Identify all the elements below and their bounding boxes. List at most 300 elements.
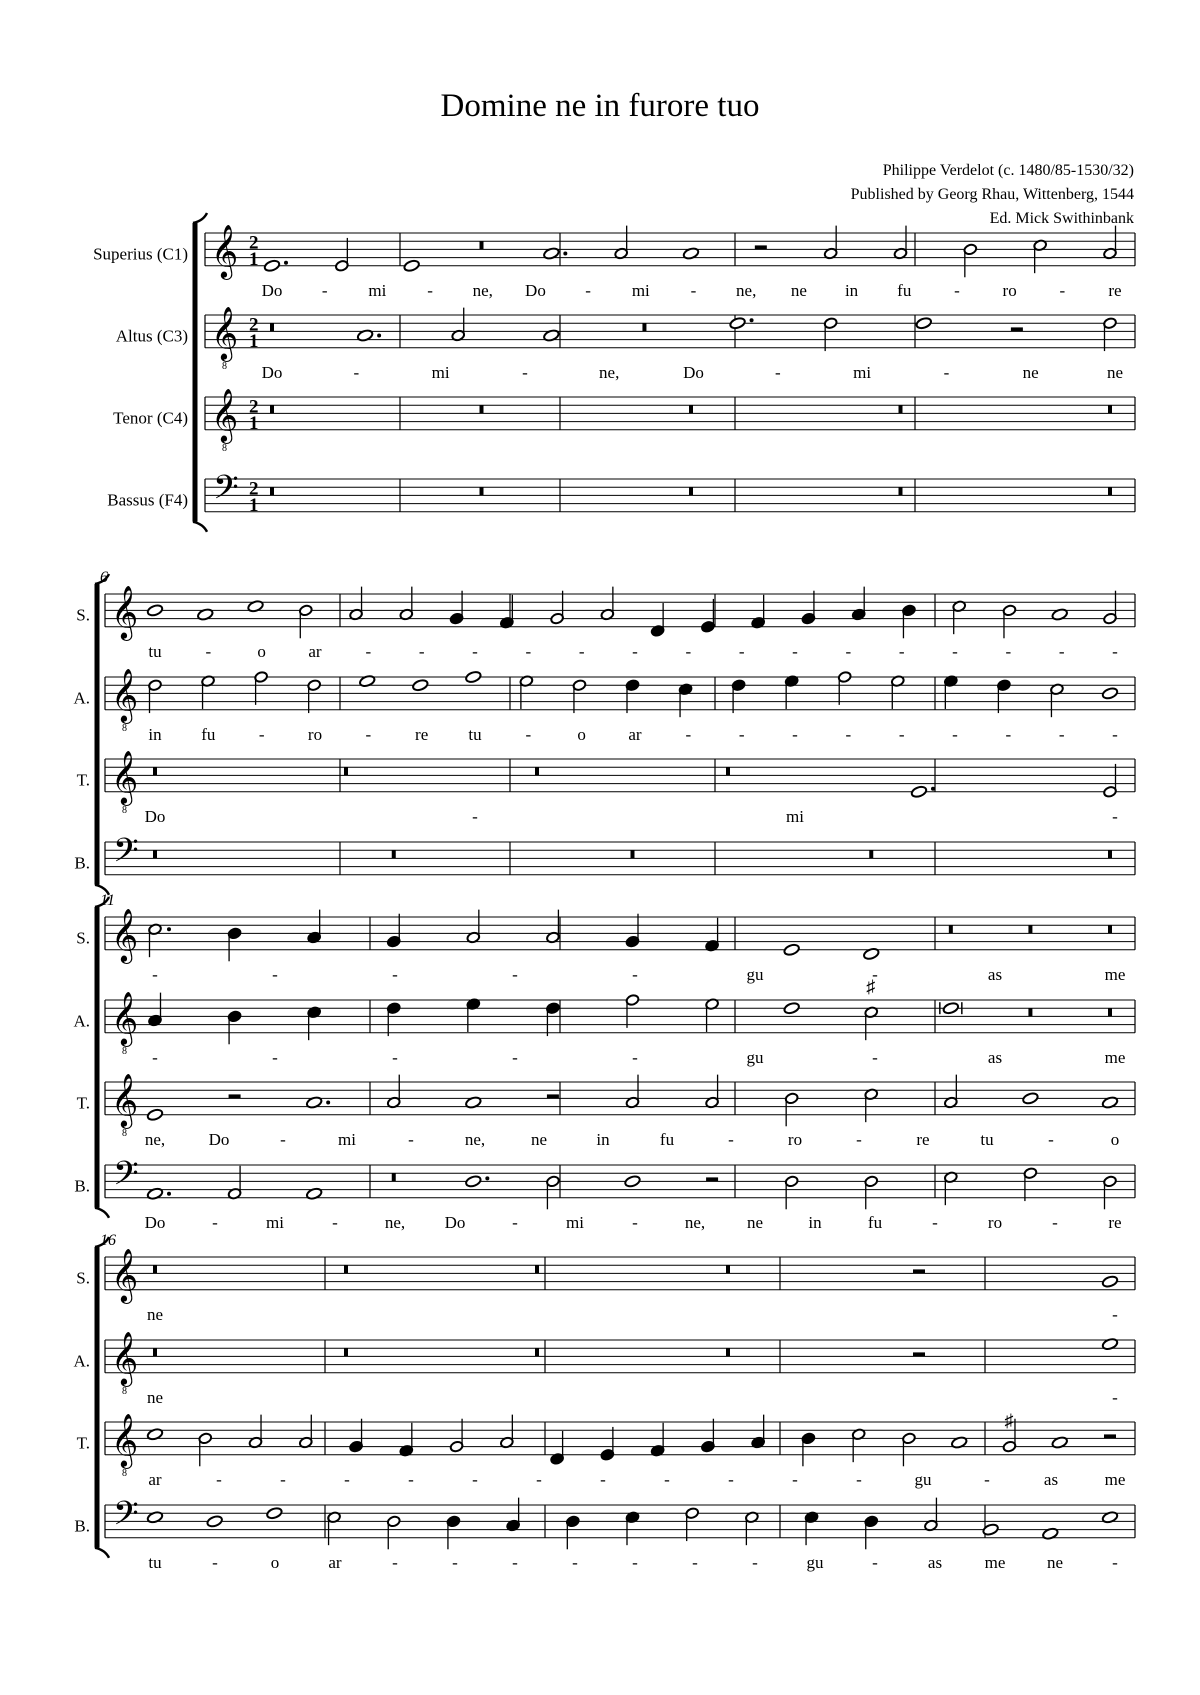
lyric-syllable: - — [578, 641, 585, 661]
breve-rest — [153, 767, 157, 775]
half-rest — [229, 1094, 241, 1098]
note-head — [1022, 1092, 1039, 1105]
lyric-syllable: fu — [659, 1129, 675, 1149]
treble-clef-icon: 𝄞 — [111, 1332, 139, 1384]
lyric-syllable: ro — [987, 1212, 1003, 1232]
octave-marker: 8 — [122, 805, 127, 817]
time-signature-bottom: 1 — [249, 248, 259, 270]
note-head — [951, 1436, 968, 1449]
lyric-syllable: - — [1112, 641, 1118, 661]
lyric-syllable: fu — [201, 724, 216, 744]
breve-rest — [1108, 487, 1112, 495]
voice-label: T. — [76, 1433, 90, 1453]
note-head — [146, 1428, 163, 1441]
lyric-syllable: mi — [368, 280, 387, 300]
note-head — [915, 317, 932, 330]
lyric-syllable: fu — [897, 280, 912, 300]
lyric-syllable: gu — [914, 1469, 932, 1489]
lyric-syllable: - — [408, 1469, 414, 1489]
treble-clef-icon: 𝄞 — [111, 669, 139, 721]
lyric-syllable: - — [690, 280, 697, 300]
voice-label: Tenor (C4) — [113, 408, 188, 428]
note-head — [197, 608, 214, 621]
lyric-syllable: Do — [208, 1129, 230, 1149]
breve-rest — [270, 405, 274, 413]
note-head — [863, 947, 880, 960]
lyric-syllable: - — [952, 641, 958, 661]
lyric-syllable: - — [898, 641, 905, 661]
lyric-syllable: - — [212, 1552, 218, 1572]
lyric-syllable: o — [257, 641, 266, 661]
treble-clef-icon: 𝄞 — [111, 751, 139, 803]
lyric-syllable: mi — [786, 806, 804, 826]
lyric-syllable: Do — [261, 362, 283, 382]
lyric-syllable: ne, — [472, 280, 493, 300]
breve-rest — [899, 487, 903, 495]
treble-clef-icon: 𝄞 — [111, 1414, 139, 1466]
voice-label: A. — [73, 688, 90, 708]
voice-label: B. — [74, 1516, 90, 1536]
octave-marker: 8 — [122, 1046, 127, 1058]
note-head — [465, 1096, 482, 1109]
breve-rest — [153, 1348, 157, 1356]
lyric-syllable: - — [472, 641, 478, 661]
treble-clef-icon: 𝄞 — [111, 586, 139, 638]
lyric-syllable: ar — [628, 724, 642, 744]
voice-label: T. — [76, 770, 90, 790]
lyric-syllable: - — [512, 964, 518, 984]
treble-clef-icon: 𝄞 — [111, 992, 139, 1044]
lyric-syllable: ro — [1002, 280, 1017, 300]
time-signature-bottom: 1 — [249, 412, 259, 434]
lyric-syllable: - — [332, 1212, 338, 1232]
lyric-syllable: - — [1005, 641, 1012, 661]
augmentation-dot — [284, 261, 288, 265]
lyric-syllable: ar — [148, 1469, 162, 1489]
note-head — [306, 1096, 323, 1109]
lyric-syllable: ne — [1106, 362, 1124, 382]
bracket-hook — [95, 1548, 109, 1558]
lyric-syllable: fu — [867, 1212, 883, 1232]
half-rest — [1011, 327, 1023, 331]
augmentation-dot — [326, 1101, 330, 1105]
breve-rest — [480, 241, 484, 249]
breve-rest — [726, 767, 730, 775]
lyric-syllable: - — [585, 280, 591, 300]
lyric-syllable: mi — [566, 1212, 584, 1232]
time-signature-top: 2 — [249, 232, 259, 254]
note-head — [1101, 687, 1118, 700]
note-head — [357, 329, 374, 342]
breve-rest — [869, 850, 873, 858]
lyric-syllable: - — [845, 641, 852, 661]
lyric-syllable: - — [774, 362, 781, 382]
breve-rest — [535, 1265, 539, 1273]
lyric-syllable: Do — [261, 280, 283, 300]
lyric-syllable: ar — [308, 641, 322, 661]
lyric-syllable: - — [600, 1469, 606, 1489]
lyric-syllable: me — [1104, 964, 1126, 984]
augmentation-dot — [377, 334, 381, 338]
lyric-syllable: ne, — [144, 1129, 166, 1149]
bar-number: 16 — [100, 1232, 116, 1249]
lyric-syllable: gu — [746, 964, 764, 984]
lyric-syllable: - — [572, 1552, 578, 1572]
lyric-syllable: - — [632, 1552, 638, 1572]
note-head — [359, 674, 376, 687]
lyric-syllable: - — [1112, 1552, 1118, 1572]
lyric-syllable: o — [577, 724, 586, 744]
lyric-syllable: - — [272, 964, 278, 984]
bar-number: 6 — [100, 569, 108, 586]
breve-rest — [949, 925, 953, 933]
lyric-syllable: - — [1112, 1387, 1118, 1407]
voice-label: S. — [76, 1268, 90, 1288]
breve-rest — [689, 487, 693, 495]
lyric-syllable: - — [954, 280, 960, 300]
note-head — [403, 259, 420, 272]
voice-label: B. — [74, 853, 90, 873]
lyric-syllable: - — [1112, 724, 1118, 744]
lyric-syllable: mi — [853, 362, 872, 382]
note-head — [146, 604, 163, 617]
note-head — [543, 247, 560, 260]
lyric-syllable: - — [205, 641, 212, 661]
bracket-hook — [95, 1208, 109, 1218]
breve-rest — [642, 323, 646, 331]
lyric-syllable: gu — [806, 1552, 824, 1572]
time-signature-top: 2 — [249, 396, 259, 418]
augmentation-dot — [750, 318, 754, 322]
lyric-syllable: - — [952, 724, 958, 744]
lyric-syllable: Do — [683, 362, 704, 382]
lyric-syllable: - — [792, 1469, 798, 1489]
note-head — [1051, 1436, 1068, 1449]
breve-rest — [726, 1348, 730, 1356]
lyric-syllable: - — [632, 641, 638, 661]
augmentation-dot — [563, 252, 567, 256]
lyric-syllable: - — [1058, 724, 1065, 744]
note-head — [1101, 1096, 1118, 1109]
lyric-syllable: - — [898, 724, 905, 744]
breve-rest — [1108, 1008, 1112, 1016]
time-signature-bottom: 1 — [249, 494, 259, 516]
lyric-syllable: ne — [746, 1212, 764, 1232]
breve-rest — [535, 767, 539, 775]
lyric-syllable: - — [752, 1552, 758, 1572]
lyric-syllable: in — [148, 724, 162, 744]
lyric-syllable: ar — [328, 1552, 342, 1572]
breve-rest — [631, 850, 635, 858]
note-head — [1101, 1275, 1118, 1288]
lyric-syllable: - — [632, 964, 638, 984]
lyric-syllable: - — [1058, 641, 1065, 661]
lyric-syllable: - — [932, 1212, 938, 1232]
breve-rest — [899, 405, 903, 413]
lyric-syllable: - — [792, 641, 798, 661]
lyric-syllable: in — [844, 280, 859, 300]
bass-clef-icon: 𝄢 — [213, 469, 239, 515]
lyric-syllable: ne, — [736, 280, 757, 300]
lyric-syllable: ne — [530, 1129, 548, 1149]
lyric-syllable: ne — [146, 1304, 164, 1324]
octave-marker: 8 — [122, 723, 127, 735]
octave-marker: 8 — [222, 443, 227, 455]
note-head — [412, 679, 429, 692]
lyric-syllable: me — [1104, 1047, 1126, 1067]
lyric-syllable: - — [1005, 724, 1012, 744]
lyric-syllable: mi — [431, 362, 450, 382]
lyric-syllable: ne, — [464, 1129, 486, 1149]
treble-clef-icon: 𝄞 — [111, 909, 139, 961]
lyric-syllable: - — [280, 1469, 286, 1489]
breve-rest — [392, 850, 396, 858]
lyric-syllable: as — [927, 1552, 943, 1572]
lyric-syllable: - — [452, 1552, 458, 1572]
lyric-syllable: - — [152, 1047, 158, 1067]
lyric-syllable: ne — [1022, 362, 1039, 382]
lyric-syllable: me — [984, 1552, 1006, 1572]
breve-rest — [1028, 1008, 1032, 1016]
lyric-syllable: - — [522, 362, 528, 382]
augmentation-dot — [485, 1176, 489, 1180]
treble-clef-icon: 𝄞 — [211, 225, 239, 277]
lyric-syllable: mi — [266, 1212, 284, 1232]
voice-label: B. — [74, 1176, 90, 1196]
bass-clef-icon: 𝄢 — [113, 1155, 139, 1201]
lyric-syllable: - — [525, 641, 532, 661]
lyric-syllable: - — [1112, 1304, 1118, 1324]
lyric-syllable: - — [472, 1469, 478, 1489]
breve-rest — [1108, 850, 1112, 858]
note-head — [266, 1507, 283, 1520]
lyric-syllable: o — [270, 1552, 280, 1572]
voice-label: Superius (C1) — [93, 244, 188, 264]
lyric-syllable: ne, — [599, 362, 620, 382]
lyric-syllable: ne, — [684, 1212, 706, 1232]
voice-label: Bassus (F4) — [107, 490, 188, 510]
lyric-syllable: - — [728, 1129, 734, 1149]
treble-clef-icon: 𝄞 — [111, 1074, 139, 1126]
lyric-syllable: - — [512, 1552, 518, 1572]
lyric-syllable: ne — [1046, 1552, 1064, 1572]
sharp-icon: ♯ — [1004, 1410, 1014, 1431]
lyric-syllable: - — [321, 280, 328, 300]
time-signature-bottom: 1 — [249, 330, 259, 352]
note-head — [1101, 1337, 1118, 1350]
time-signature-top: 2 — [249, 478, 259, 500]
breve-rest — [689, 405, 693, 413]
treble-clef-icon: 𝄞 — [211, 307, 239, 359]
bass-clef-icon: 𝄢 — [113, 832, 139, 878]
lyric-syllable: - — [272, 1047, 278, 1067]
lyric-syllable: - — [418, 641, 425, 661]
note-head — [306, 1187, 323, 1200]
page-title: Domine ne in furore tuo — [440, 88, 760, 124]
bar-number: 11 — [100, 892, 115, 909]
treble-clef-icon: 𝄞 — [111, 1249, 139, 1301]
lyric-syllable: in — [596, 1129, 610, 1149]
lyric-syllable: - — [212, 1212, 218, 1232]
half-rest — [913, 1269, 925, 1273]
lyric-syllable: ne, — [384, 1212, 406, 1232]
lyric-syllable: re — [916, 1129, 930, 1149]
publisher-credit: Published by Georg Rhau, Wittenberg, 1544 — [850, 186, 1134, 203]
lyric-syllable: Do — [144, 1212, 166, 1232]
voice-label: A. — [73, 1011, 90, 1031]
lyric-syllable: - — [845, 724, 852, 744]
lyric-syllable: tu — [468, 724, 482, 744]
lyric-syllable: re — [1108, 280, 1122, 300]
lyric-syllable: ne — [790, 280, 807, 300]
lyric-syllable: - — [738, 641, 745, 661]
lyric-syllable: Do — [144, 806, 166, 826]
time-signature-top: 2 — [249, 314, 259, 336]
composer-credit: Philippe Verdelot (c. 1480/85-1530/32) — [882, 162, 1134, 179]
note-head — [146, 1187, 163, 1200]
half-rest — [1104, 1434, 1116, 1438]
editor-credit: Ed. Mick Swithinbank — [989, 210, 1134, 227]
octave-marker: 8 — [122, 1386, 127, 1398]
breve-rest — [344, 1265, 348, 1273]
voice-label: S. — [76, 928, 90, 948]
octave-marker: 8 — [222, 361, 227, 373]
lyric-syllable: - — [872, 1552, 878, 1572]
augmentation-dot — [167, 1192, 171, 1196]
breve-rest — [270, 487, 274, 495]
lyric-syllable: - — [392, 1047, 398, 1067]
lyric-syllable: as — [987, 964, 1003, 984]
note-head — [910, 785, 927, 798]
note-head — [682, 247, 699, 260]
lyric-syllable: ne — [146, 1387, 164, 1407]
lyric-syllable: - — [1112, 806, 1118, 826]
lyric-syllable: - — [872, 1047, 878, 1067]
breve-rest — [726, 1265, 730, 1273]
lyric-syllable: as — [1043, 1469, 1059, 1489]
lyric-syllable: mi — [631, 280, 650, 300]
treble-clef-icon: 𝄞 — [211, 389, 239, 441]
lyric-syllable: o — [1110, 1129, 1120, 1149]
lyric-syllable: - — [792, 724, 798, 744]
lyric-syllable: - — [1059, 280, 1066, 300]
lyric-syllable: - — [685, 641, 692, 661]
lyric-syllable: - — [632, 1047, 638, 1067]
lyric-syllable: - — [365, 724, 372, 744]
lyric-syllable: in — [808, 1212, 822, 1232]
lyric-syllable: Do — [444, 1212, 466, 1232]
note-head — [263, 259, 280, 272]
breve-rest — [480, 405, 484, 413]
bracket-hook — [193, 213, 207, 223]
lyric-syllable: Do — [525, 280, 546, 300]
half-rest — [913, 1352, 925, 1356]
voice-label: A. — [73, 1351, 90, 1371]
note-head — [465, 1175, 482, 1188]
octave-marker: 8 — [122, 1128, 127, 1140]
bass-clef-icon: 𝄢 — [113, 1495, 139, 1541]
lyric-syllable: - — [353, 362, 360, 382]
note-head — [783, 1002, 800, 1015]
breve-rest — [1028, 925, 1032, 933]
augmentation-dot — [931, 787, 935, 791]
lyric-syllable: - — [536, 1469, 542, 1489]
half-rest — [547, 1094, 559, 1098]
lyric-syllable: tu — [148, 1552, 162, 1572]
breve-rest — [153, 850, 157, 858]
bracket-hook — [193, 522, 207, 532]
lyric-syllable: - — [685, 724, 692, 744]
note-head — [624, 1175, 641, 1188]
lyric-syllable: - — [984, 1469, 990, 1489]
voice-label: T. — [76, 1093, 90, 1113]
lyric-syllable: - — [692, 1552, 698, 1572]
voice-label: S. — [76, 605, 90, 625]
lyric-syllable: - — [664, 1469, 670, 1489]
lyric-syllable: - — [1052, 1212, 1058, 1232]
lyric-syllable: - — [512, 1047, 518, 1067]
note-head — [1051, 608, 1068, 621]
breve-rest — [344, 767, 348, 775]
note-head — [942, 1002, 959, 1015]
half-rest — [755, 245, 767, 249]
breve-rest — [1108, 405, 1112, 413]
lyric-syllable: me — [1104, 1469, 1126, 1489]
octave-marker: 8 — [122, 1468, 127, 1480]
breve-rest — [535, 1348, 539, 1356]
augmentation-dot — [167, 927, 171, 931]
note-head — [247, 600, 264, 613]
lyric-syllable: - — [280, 1129, 286, 1149]
lyric-syllable: - — [427, 280, 433, 300]
note-head — [206, 1515, 223, 1528]
sharp-icon: ♯ — [866, 976, 876, 997]
note-head — [465, 670, 482, 683]
note-head — [1042, 1527, 1059, 1540]
lyric-syllable: - — [472, 806, 478, 826]
lyric-syllable: tu — [148, 641, 162, 661]
lyric-syllable: ro — [307, 724, 323, 744]
lyric-syllable: - — [738, 724, 745, 744]
breve-rest — [1108, 925, 1112, 933]
lyric-syllable: - — [943, 362, 950, 382]
lyric-syllable: - — [525, 724, 532, 744]
lyric-syllable: gu — [746, 1047, 764, 1067]
lyric-syllable: - — [728, 1469, 734, 1489]
lyric-syllable: - — [632, 1212, 638, 1232]
lyric-syllable: - — [365, 641, 372, 661]
voice-label: Altus (C3) — [115, 326, 188, 346]
lyric-syllable: - — [1048, 1129, 1054, 1149]
lyric-syllable: - — [216, 1469, 222, 1489]
note-head — [146, 1511, 163, 1524]
lyric-syllable: - — [152, 964, 158, 984]
breve-rest — [480, 487, 484, 495]
note-head — [1101, 1511, 1118, 1524]
lyric-syllable: mi — [338, 1129, 356, 1149]
note-head — [543, 329, 560, 342]
lyric-syllable: - — [392, 1552, 398, 1572]
lyric-syllable: - — [408, 1129, 414, 1149]
lyric-syllable: - — [512, 1212, 518, 1232]
lyric-syllable: re — [1108, 1212, 1122, 1232]
lyric-syllable: - — [856, 1129, 862, 1149]
lyric-syllable: tu — [980, 1129, 994, 1149]
lyric-syllable: - — [258, 724, 265, 744]
lyric-syllable: ro — [787, 1129, 803, 1149]
lyric-syllable: - — [856, 1469, 862, 1489]
breve-rest — [344, 1348, 348, 1356]
